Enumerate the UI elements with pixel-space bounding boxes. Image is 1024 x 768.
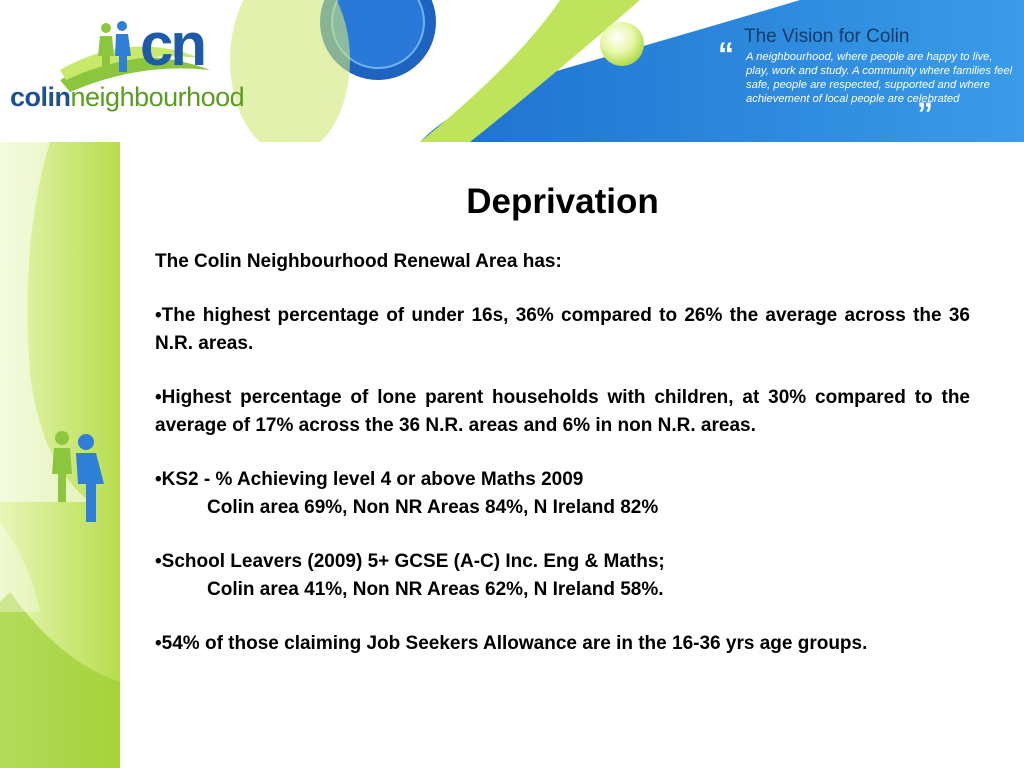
side-graphic xyxy=(0,142,120,768)
bullet-item xyxy=(155,630,970,658)
bullet-item xyxy=(155,302,970,358)
side-decoration xyxy=(0,142,120,768)
close-quote-icon: ” xyxy=(917,96,933,132)
vision-title: The Vision for Colin xyxy=(744,26,910,47)
open-quote-icon: “ xyxy=(718,36,734,72)
bullet-subtext: Colin area 41%, Non NR Areas 62%, N Ireland 58%. xyxy=(207,579,664,600)
logo-wordmark xyxy=(10,82,244,113)
intro-text: The Colin Neighbourhood Renewal Area has: xyxy=(155,251,562,272)
bullet-text: •School Leavers (2009) 5+ GCSE (A-C) Inc. Eng & Maths; xyxy=(155,551,665,572)
bullet-text: •KS2 - % Achieving level 4 or above Maths 2009 xyxy=(155,469,584,490)
slide-title: Deprivation xyxy=(466,182,659,221)
slide-content xyxy=(155,140,970,658)
logo-brand-part1: colin xyxy=(10,82,71,112)
bullet-item xyxy=(155,384,970,440)
bullet-item xyxy=(155,466,970,522)
bullet-item xyxy=(155,548,970,604)
logo-monogram: cn xyxy=(140,11,205,78)
vision-quote: A neighbourhood, where people are happy to live, play, work and study. A community where families feel safe, people are respected, supported and where achievement of local people are celebrated xyxy=(746,51,1013,105)
header-banner xyxy=(0,0,1024,142)
bullet-text: •54% of those claiming Job Seekers Allowance are in the 16-36 yrs age groups. xyxy=(155,633,868,654)
bullet-text: •The highest percentage of under 16s, 36% compared to 26% the average across the 36 N.R. areas. xyxy=(155,305,970,354)
bullet-text: •Highest percentage of lone parent households with children, at 30% compared to the average of 17% across the 36 N.R. areas and 6% in non N.R. areas. xyxy=(155,387,970,436)
logo-brand-part2: neighbourhood xyxy=(70,82,245,112)
bullet-subtext: Colin area 69%, Non NR Areas 84%, N Ireland 82% xyxy=(207,497,659,518)
